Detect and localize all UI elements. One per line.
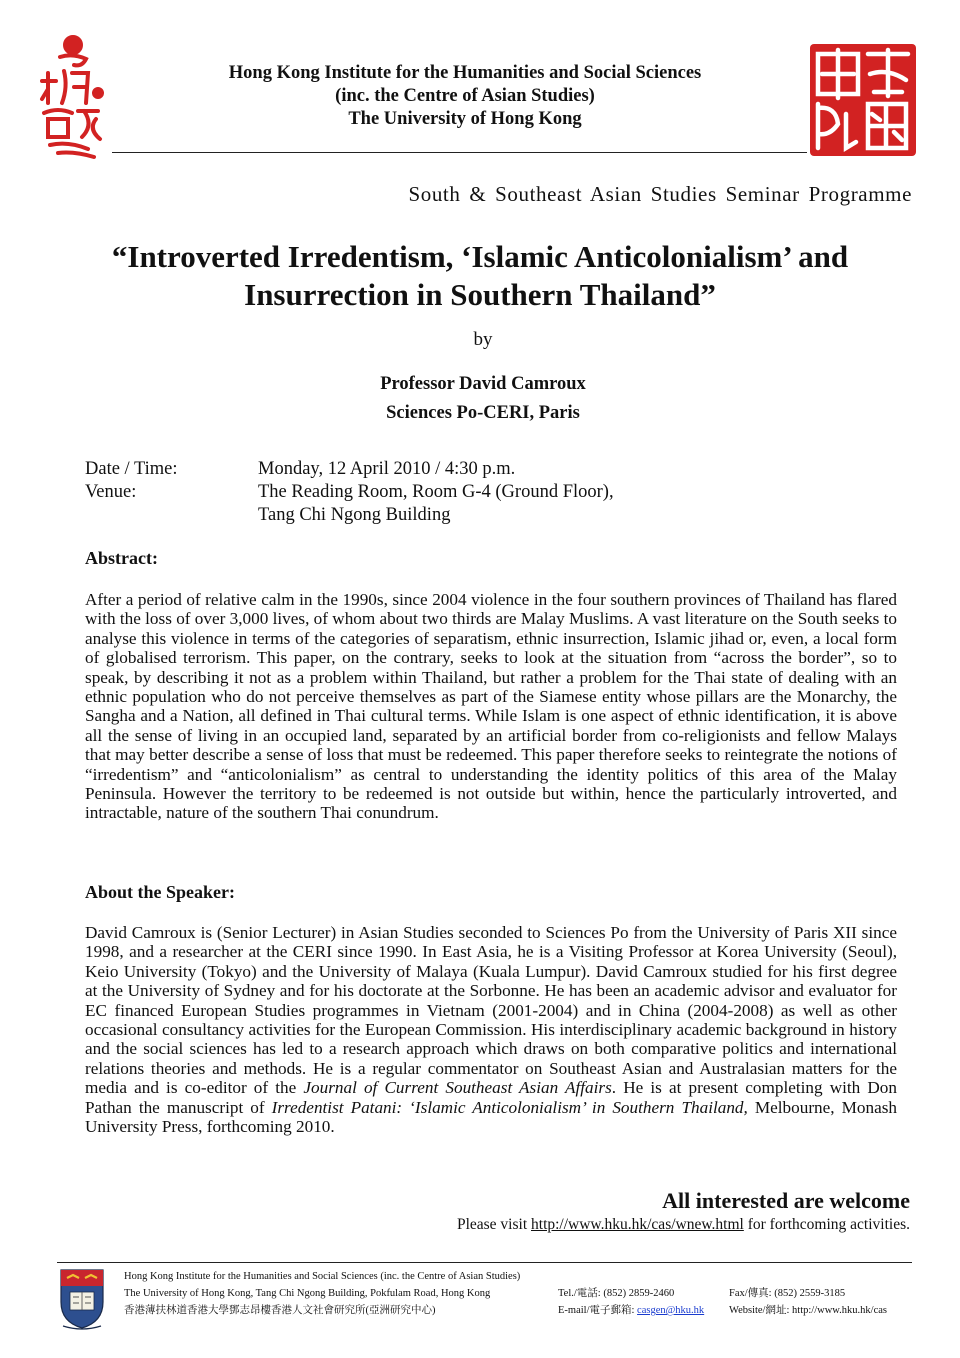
- bio-part1: David Camroux is (Senior Lecturer) in Asian Studies seconded to Sciences Po from the University of Paris XII since 1998, and a researcher at the CERI since 1990. In East Asia, he is a Visiting Professor at Korea University (Seoul), Keio University (Tokyo) and the University of Malaya (Kuala Lumpur). David Camroux studied for his first degree at the University of Sydney and for his doctorate at the Sorbonne. He has been an academic advisor and evaluator for EC financed European Studies programmes in Vietnam (2001-2004) and in China (2004-2008) as well as other occasional consultancy activities for the European Commission. His interdisciplinary academic background in history and the social sciences has led to a research approach which draws on both comparative politics and international relations theories and methods. He is a regular commentator on Southeast Asian and Australasian matters for the media and is co-editor of the: [85, 923, 897, 1098]
- speaker-name: Professor David Camroux: [380, 374, 586, 394]
- footer-address: The University of Hong Kong, Tang Chi Ngong Building, Pokfulam Road, Hong Kong: [124, 1288, 491, 1299]
- date-label: Date / Time:: [85, 459, 178, 479]
- header-divider: [112, 152, 807, 153]
- university-crest-icon: [57, 1268, 107, 1330]
- book-title: Irredentist Patani: ‘Islamic Anticolonialism’ in Southern Thailand,: [271, 1097, 748, 1117]
- about-speaker-heading: About the Speaker:: [85, 882, 236, 902]
- institute-header: [120, 62, 810, 131]
- footer-divider: [57, 1262, 912, 1263]
- footer-email-label: E-mail/電子郵箱:: [558, 1305, 638, 1316]
- speaker-block: [0, 370, 960, 428]
- talk-title-line1: “Introverted Irredentism, ‘Islamic Anticolonialism’ and: [111, 239, 849, 274]
- footer-email-link[interactable]: casgen@hku.hk: [637, 1305, 705, 1316]
- footer-fax: Fax/傳真: (852) 2559-3185: [729, 1288, 846, 1299]
- institute-seal-right-icon: [810, 44, 916, 156]
- visit-prefix: Please visit: [456, 1216, 532, 1233]
- talk-title: [40, 238, 920, 314]
- venue-value-line1: The Reading Room, Room G-4 (Ground Floor),: [258, 482, 614, 502]
- venue-value-line2: Tang Chi Ngong Building: [258, 505, 451, 525]
- footer-address-chinese: 香港薄扶林道香港大學鄧志昂樓香港人文社會研究所(亞洲研究中心): [124, 1305, 436, 1316]
- bio-part3: Melbourne, Monash University Press, forthcoming 2010.: [85, 1097, 897, 1137]
- journal-title: Journal of Current Southeast Asian Affairs: [303, 1078, 612, 1098]
- seminar-series: South & Southeast Asian Studies Seminar Programme: [408, 182, 912, 206]
- institute-subname: (inc. the Centre of Asian Studies): [335, 86, 595, 106]
- speaker-bio-text: [85, 923, 897, 1136]
- abstract-heading: Abstract:: [85, 548, 158, 568]
- visit-line: [457, 1216, 910, 1234]
- abstract-text: After a period of relative calm in the 1990s, since 2004 violence in the four southern provinces of Thailand has flared with the loss of over 3,000 lives, of whom about two thirds are Malay Muslims. A vast literature on the South seeks to analyse this violence in terms of the categories of separatism, ethnic insurrection, Islamic jihad or, even, a local form of globalised terrorism. This paper, on the contrary, seeks to look at the situation from “across the border”, so to speak, by describing it not as a problem within Thailand, but rather a problem for the Thai state of dealing with an ethnic population who do not perceive themselves as part of the Siamese entity whose pillars are the Monarchy, the Sangha and a Nation, all defined in Thai cultural terms. While Islam is one aspect of ethnic identification, it is above all the sense of living in an occupied land, separated by an artificial border from co-religionists and fellow Malays that may better describe a sense of loss that must be redeemed. This paper therefore seeks to reintegrate the notions of “irredentism” and “anticolonialism” as central to understanding the identity politics of this area of the Malay Peninsula. However the territory to be redeemed is not outside but within, hence the particularly introverted, and intractable, nature of the southern Thai conundrum.: [85, 590, 898, 823]
- footer-address-block: [124, 1268, 564, 1319]
- venue-label: Venue:: [85, 482, 137, 502]
- footer-fax-block: [729, 1268, 929, 1319]
- footer-contact-block: [558, 1268, 738, 1319]
- speaker-affiliation: Sciences Po-CERI, Paris: [386, 403, 580, 423]
- institute-seal-left-icon: [38, 33, 108, 161]
- visit-suffix: for forthcoming activities.: [743, 1216, 910, 1233]
- talk-title-line2: Insurrection in Southern Thailand”: [244, 277, 716, 312]
- event-details: [85, 458, 614, 527]
- welcome-message: All interested are welcome: [662, 1188, 910, 1213]
- footer-institute-name: Hong Kong Institute for the Humanities and Social Sciences (inc. the Centre of Asian Studies): [124, 1271, 521, 1282]
- by-label: by: [473, 329, 493, 350]
- bio-part2: . He is at present completing with Don Pathan the manuscript of: [85, 1078, 897, 1117]
- footer-telephone: Tel./電話: (852) 2859-2460: [558, 1288, 675, 1299]
- institute-name: Hong Kong Institute for the Humanities and Social Sciences: [228, 63, 702, 83]
- footer-website: Website/網址: http://www.hku.hk/cas: [729, 1305, 887, 1316]
- date-value: Monday, 12 April 2010 / 4:30 p.m.: [258, 459, 516, 479]
- university-name: The University of Hong Kong: [348, 109, 582, 129]
- activities-link[interactable]: http://www.hku.hk/cas/wnew.html: [531, 1216, 744, 1233]
